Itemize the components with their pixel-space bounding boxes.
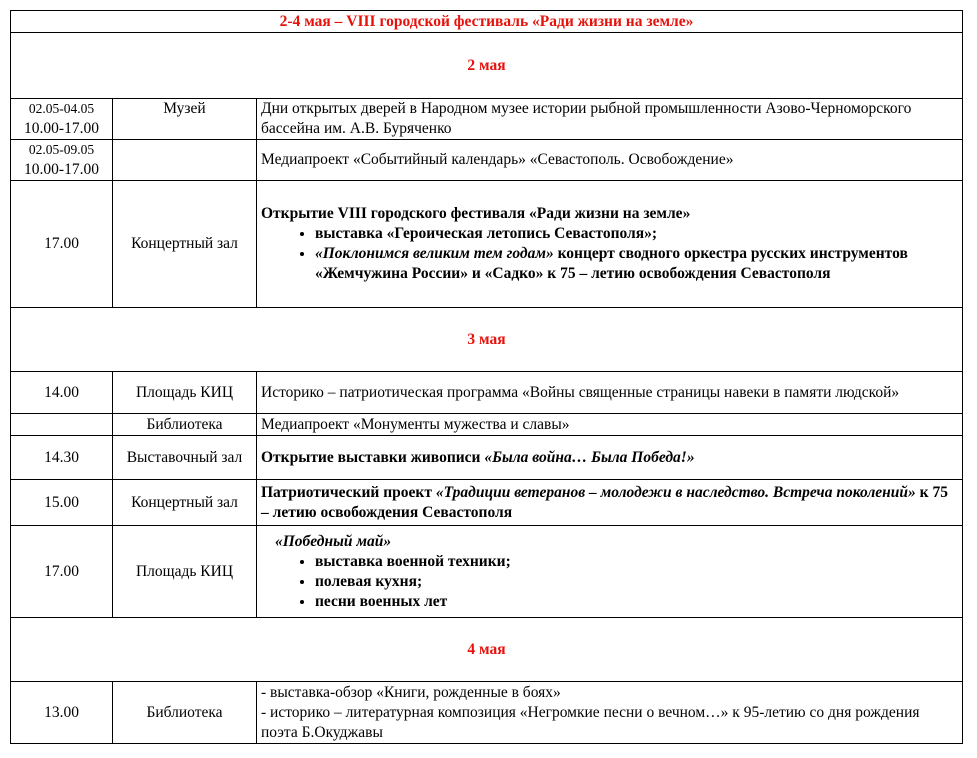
concert-details: концерт сводного оркестра русских инструментов «Жемчужина России» и «Садко» к 75 – летию освобождения Севастополя xyxy=(315,245,908,282)
event-description: Дни открытых дверей в Народном музее истории рыбной промышленности Азово-Черноморского бассейна им. А.В. Буряченко xyxy=(257,99,963,140)
project-title: «Традиции ветеранов – молодежи в наследство. Встреча поколений» xyxy=(435,483,916,501)
concert-title: «Поклонимся великим тем годам» xyxy=(315,245,554,262)
list-item: • песни военных лет xyxy=(315,592,958,612)
time-cell: 17.00 xyxy=(11,181,113,308)
event-text-rest: к 75 – летию освобождения Севастополя xyxy=(261,483,948,521)
place-cell: Выставочный зал xyxy=(113,436,257,480)
event-heading: Открытие VIII городского фестиваля «Ради жизни на земле» xyxy=(261,205,691,222)
time-cell xyxy=(11,140,113,181)
table-row xyxy=(11,140,963,181)
event-description xyxy=(257,436,963,480)
time-cell: 17.00 xyxy=(11,526,113,618)
table-row xyxy=(11,414,963,436)
table-row xyxy=(11,480,963,526)
table-row xyxy=(11,372,963,414)
event-line: - выставка-обзор «Книги, рожденные в боях» xyxy=(261,683,561,701)
place-cell: Музей xyxy=(113,99,257,140)
list-item: • выставка военной техники; xyxy=(315,552,958,572)
event-text: Открытие выставки живописи xyxy=(261,448,485,466)
event-description xyxy=(257,526,963,618)
table-row xyxy=(11,526,963,618)
date-range: 02.05-04.05 xyxy=(28,101,95,116)
list-item: • выставка «Героическая летопись Севастополя»; xyxy=(315,224,958,244)
table-row xyxy=(11,99,963,140)
list-item: • полевая кухня; xyxy=(315,572,958,592)
day-header-row xyxy=(11,33,963,99)
time-cell: 14.00 xyxy=(11,372,113,414)
place-cell xyxy=(113,140,257,181)
table-row xyxy=(11,181,963,308)
date-range: 02.05-09.05 xyxy=(28,142,95,157)
event-line: - историко – литературная композиция «Негромкие песни о вечном…» к 95-летию со дня рождения поэта Б.Окуджавы xyxy=(261,703,920,741)
time-cell: 15.00 xyxy=(11,480,113,526)
time-range: 10.00-17.00 xyxy=(24,161,99,178)
time-range: 10.00-17.00 xyxy=(24,120,99,137)
schedule-table xyxy=(10,10,963,744)
event-text: Патриотический проект xyxy=(261,483,436,501)
exhibition-title: «Была война… Была Победа!» xyxy=(484,448,695,466)
place-cell: Библиотека xyxy=(113,682,257,744)
place-cell: Площадь КИЦ xyxy=(113,372,257,414)
title-row xyxy=(11,11,963,33)
event-list xyxy=(261,552,958,612)
day-header-row xyxy=(11,308,963,372)
festival-title: 2-4 мая – VIII городской фестиваль «Ради жизни на земле» xyxy=(11,11,963,33)
place-cell: Концертный зал xyxy=(113,480,257,526)
place-cell: Библиотека xyxy=(113,414,257,436)
list-item xyxy=(315,244,958,284)
day-header-may-4: 4 мая xyxy=(11,618,963,682)
day-header-row xyxy=(11,618,963,682)
event-list xyxy=(261,224,958,284)
time-cell xyxy=(11,99,113,140)
time-cell xyxy=(11,414,113,436)
event-heading: «Победный май» xyxy=(275,532,392,550)
event-description: Историко – патриотическая программа «Войны священные страницы навеки в памяти людской» xyxy=(257,372,963,414)
event-description xyxy=(257,682,963,744)
day-header-may-3: 3 мая xyxy=(11,308,963,372)
time-cell: 13.00 xyxy=(11,682,113,744)
place-cell: Площадь КИЦ xyxy=(113,526,257,618)
table-row xyxy=(11,682,963,744)
day-header-may-2: 2 мая xyxy=(11,33,963,99)
time-cell: 14.30 xyxy=(11,436,113,480)
event-description: Медиапроект «Событийный календарь» «Севастополь. Освобождение» xyxy=(257,140,963,181)
event-description xyxy=(257,480,963,526)
event-description: Медиапроект «Монументы мужества и славы» xyxy=(257,414,963,436)
place-cell: Концертный зал xyxy=(113,181,257,308)
event-description xyxy=(257,181,963,308)
table-row xyxy=(11,436,963,480)
